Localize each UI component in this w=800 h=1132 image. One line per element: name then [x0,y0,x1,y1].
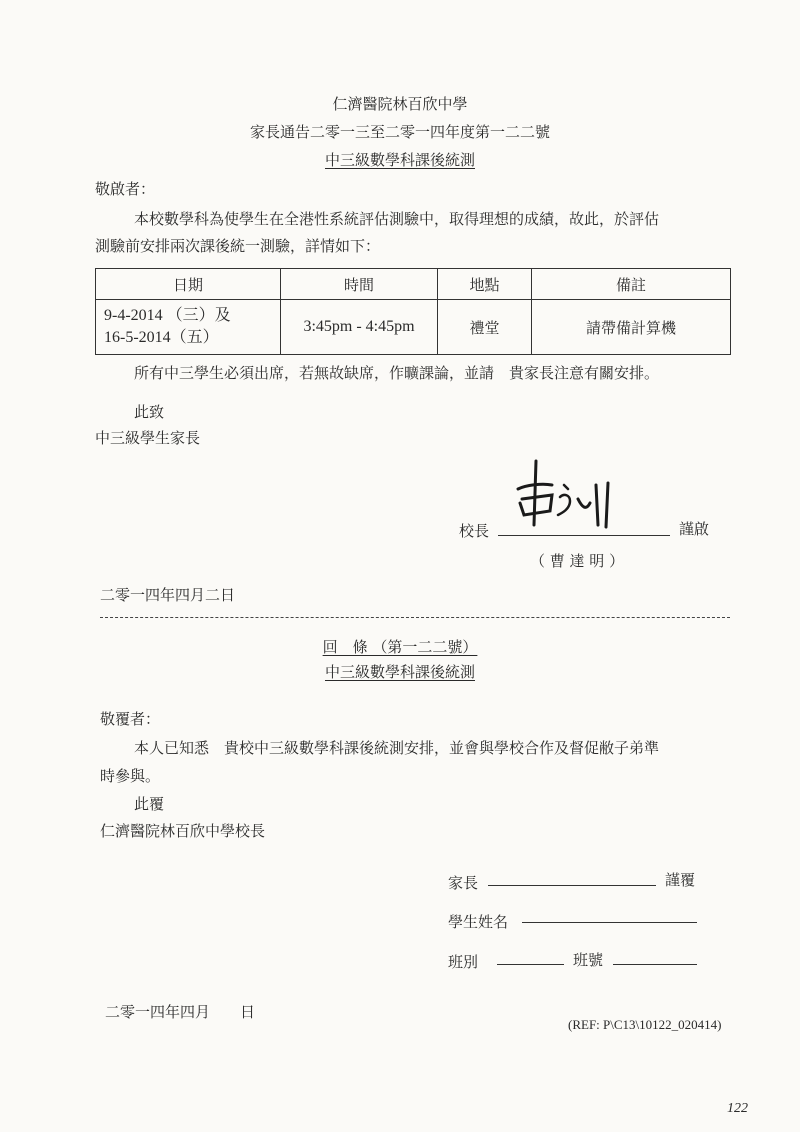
table-cell-venue: 禮堂 [438,300,532,355]
principal-signature [508,455,628,537]
principal-name: （ 曹 達 明 ） [530,552,625,570]
notice-number: 家長通告二零一三至二零一四年度第一二二號 [249,123,550,141]
principal-title: 校長 [459,522,490,540]
student-name-label: 學生姓名 [448,913,509,931]
parent-label: 家長 [448,874,479,892]
parent-suffix: 謹覆 [665,871,696,889]
table-row [96,300,731,355]
signature-suffix: 謹啟 [679,520,710,538]
parent-signature-field[interactable] [488,885,656,886]
table-header-date: 日期 [96,269,281,300]
reply-text-line-2: 時參與。 [100,767,161,785]
class-number-label: 班號 [573,951,604,969]
table-cell-remark: 請帶備計算機 [532,300,731,355]
page-number: 122 [727,1101,748,1116]
date-line-1: 9-4-2014 （三）及 [104,307,231,324]
issue-date: 二零一四年四月二日 [100,586,236,604]
reply-subject: 中三級數學科課後統測 [324,663,475,681]
class-field[interactable] [497,964,564,965]
schedule-table [95,268,731,355]
paragraph-1-line-2: 測驗前安排兩次課後統一測驗，詳情如下： [95,237,381,255]
paragraph-1-line-1: 本校數學科為使學生在全港性系統評估測驗中，取得理想的成績，故此，於評估 [134,210,660,228]
notice-subject: 中三級數學科課後統測 [324,151,475,169]
school-name: 仁濟醫院林百欣中學 [332,95,468,113]
class-number-field[interactable] [613,964,697,965]
reply-date: 二零一四年四月 日 [105,1003,256,1021]
reply-title: 回 條 （第一二二號） [322,638,478,656]
table-header-venue: 地點 [438,269,532,300]
cut-line [100,617,730,618]
salutation: 敬啟者： [95,180,156,198]
table-header-remark: 備註 [532,269,731,300]
reply-text-line-1: 本人已知悉 貴校中三級數學科課後統測安排，並會與學校合作及督促敝子弟準 [134,739,660,757]
paragraph-2: 所有中三學生必須出席，若無故缺席，作曠課論，並請 貴家長注意有關安排。 [134,364,660,382]
table-header-time: 時間 [281,269,438,300]
closing: 此致 [134,403,165,421]
reference-code: (REF: P\C13\10122_020414) [568,1017,722,1032]
reply-salutation: 敬覆者： [100,710,161,728]
reply-addressee: 仁濟醫院林百欣中學校長 [100,822,266,840]
student-name-field[interactable] [522,922,697,923]
date-line-2: 16-5-2014（五） [104,329,219,346]
class-label: 班別 [448,953,479,971]
reply-closing: 此覆 [134,795,165,813]
table-cell-time: 3:45pm - 4:45pm [281,300,438,355]
table-cell-date [96,300,281,355]
signature-line [498,535,670,536]
addressee: 中三級學生家長 [95,429,201,447]
